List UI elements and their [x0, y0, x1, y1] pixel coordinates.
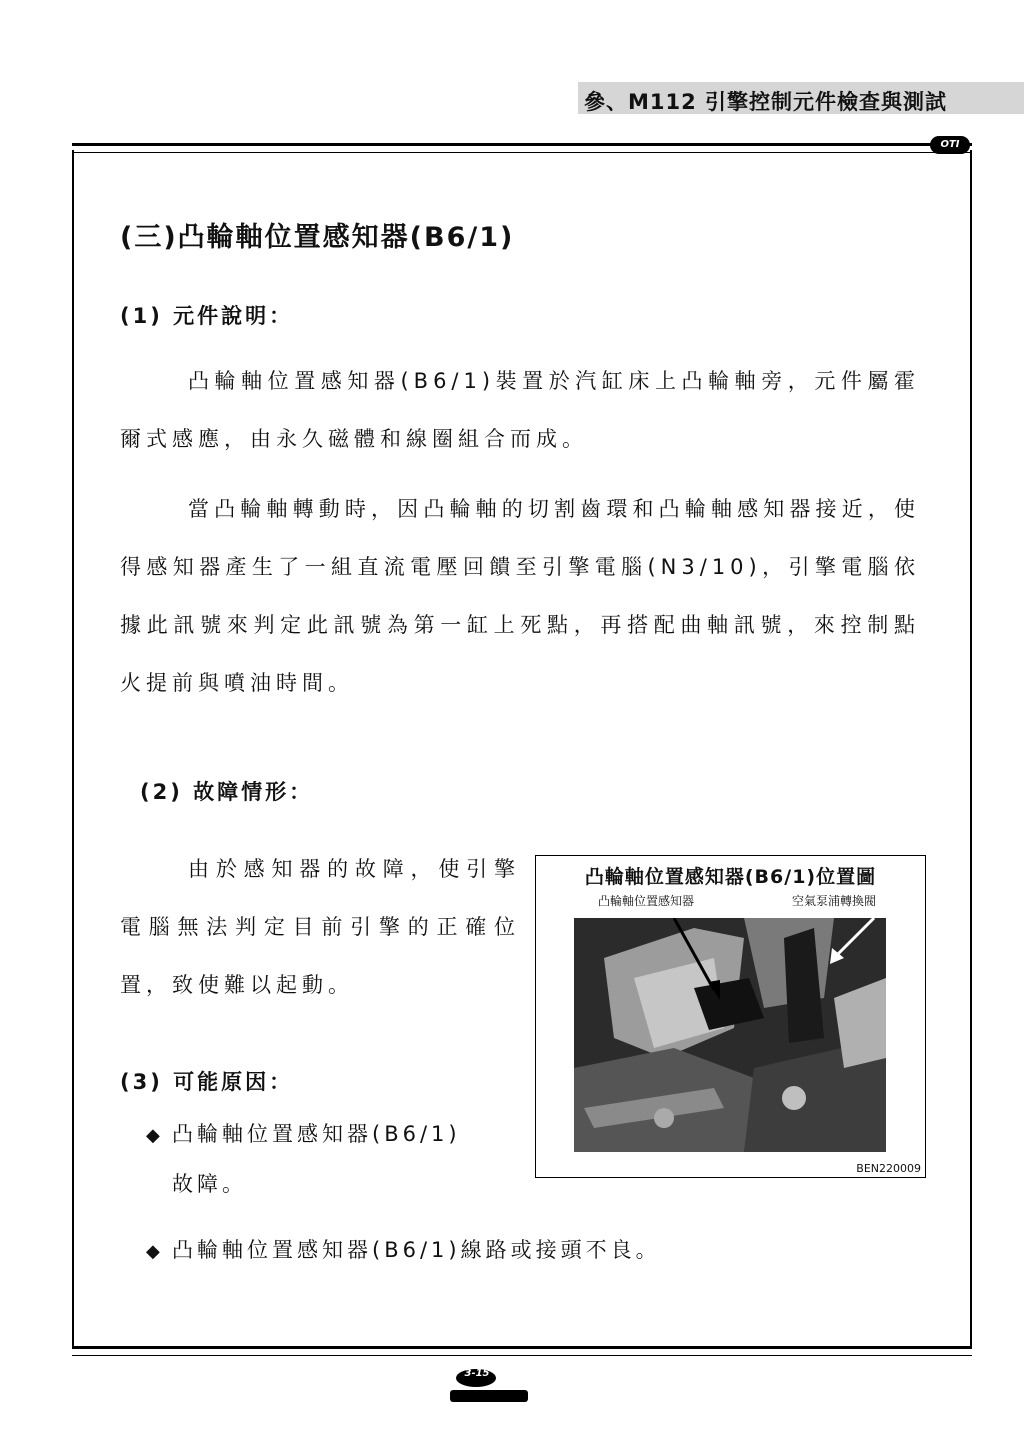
location-figure	[535, 855, 926, 1178]
section-title: (三)凸輪軸位置感知器(B6/1)	[120, 222, 515, 253]
figure-title: 凸輪軸位置感知器(B6/1)位置圖	[584, 866, 877, 888]
heading-fault-condition: (2) 故障情形：	[140, 780, 314, 804]
engine-photo-illustration	[574, 918, 886, 1152]
bottom-rule	[72, 1346, 972, 1356]
description-paragraph-1	[120, 352, 920, 468]
figure-label-valve: 空氣泵浦轉換閥	[792, 894, 877, 908]
fault-paragraph	[120, 840, 520, 1014]
description-text-2: 當凸輪軸轉動時，因凸輪軸的切割齒環和凸輪軸感知器接近，使得感知器產生了一組直流電壓回饋至引擎電腦(N3/10)，引擎電腦依據此訊號來判定此訊號為第一缸上死點，再搭配曲軸訊號，來控制點火提前與噴油時間。	[120, 497, 920, 695]
cause-1-line-1: 凸輪軸位置感知器(B6/1)	[172, 1122, 461, 1146]
engine-bay-photo	[574, 918, 886, 1152]
figure-label-sensor: 凸輪軸位置感知器	[598, 894, 695, 908]
fault-text: 由於感知器的故障，使引擎電腦無法判定目前引擎的正確位置，致使難以起動。	[120, 857, 520, 997]
page-number: 3-15	[464, 1368, 490, 1379]
heading-possible-causes: (3) 可能原因：	[120, 1070, 294, 1094]
cause-item-2	[146, 1226, 661, 1276]
header-title: 參、M112 引擎控制元件檢查與測試	[584, 90, 948, 114]
figure-code: BEN220009	[856, 1162, 921, 1175]
publisher-badge-icon: OTI	[930, 136, 970, 154]
cause-1-line-2: 故障。	[172, 1172, 247, 1196]
cause-item-1	[146, 1110, 461, 1208]
diamond-bullet-icon: ◆	[146, 1125, 164, 1146]
description-text-1: 凸輪軸位置感知器(B6/1)裝置於汽缸床上凸輪軸旁，元件屬霍爾式感應，由永久磁體和線圈組合而成。	[120, 369, 920, 451]
cause-2-line-1: 凸輪軸位置感知器(B6/1)線路或接頭不良。	[172, 1238, 661, 1262]
heading-component-description: (1) 元件說明：	[120, 304, 294, 328]
description-paragraph-2	[120, 480, 920, 712]
diamond-bullet-icon: ◆	[146, 1241, 164, 1262]
